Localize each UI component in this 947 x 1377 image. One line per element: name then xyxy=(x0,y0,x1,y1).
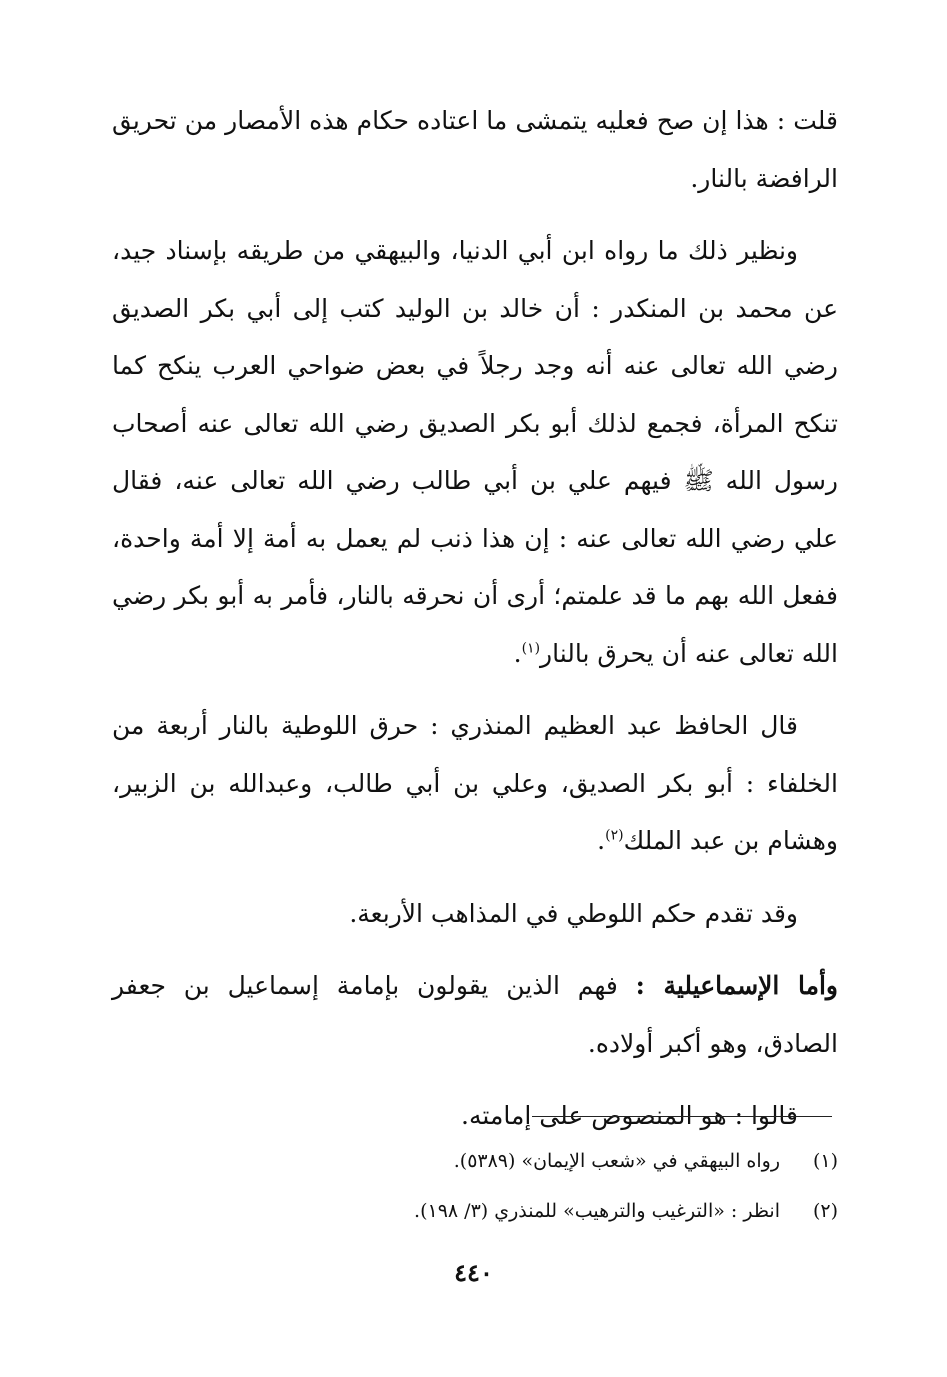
paragraph-1-text: قلت : هذا إن صح فعليه يتمشى ما اعتاده حكام هذه الأمصار من تحريق الرافضة بالنار. xyxy=(112,106,838,193)
footnote-ref-2[interactable]: (٢) xyxy=(605,827,624,844)
page-number: ٤٤٠ xyxy=(454,1258,493,1287)
main-text xyxy=(112,92,838,1160)
paragraph-2 xyxy=(112,222,838,682)
footnote-1 xyxy=(112,1136,838,1186)
paragraph-4 xyxy=(112,885,838,943)
paragraph-5-text: فهم الذين يقولون بإمامة إسماعيل بن جعفر الصادق، وهو أكبر أولاده. xyxy=(112,971,838,1058)
paragraph-5-heading: وأما الإسماعيلية : xyxy=(635,971,838,1000)
footnotes xyxy=(112,1136,838,1236)
paragraph-3-end: . xyxy=(597,826,606,855)
paragraph-3 xyxy=(112,697,838,870)
paragraph-2-text: ونظير ذلك ما رواه ابن أبي الدنيا، والبيهقي من طريقه بإسناد جيد، عن محمد بن المنكدر : أن خالد بن الوليد كتب إلى أبي بكر الصديق رضي الله تعالى عنه أنه وجد رجلاً في بعض ضواحي العرب ينكح كما تنكح المرأة، فجمع لذلك أبو بكر الصديق رضي الله تعالى عنه أصحاب رسول الله ﷺ فيهم علي بن أبي طالب رضي الله تعالى عنه، فقال علي رضي الله تعالى عنه : إن هذا ذنب لم يعمل به أمة إلا أمة واحدة، ففعل الله بهم ما قد علمتم؛ أرى أن نحرقه بالنار، فأمر به أبو بكر رضي الله تعالى عنه أن يحرق بالنار xyxy=(112,236,838,668)
footnote-1-text: رواه البيهقي في «شعب الإيمان» (٥٣٨٩). xyxy=(453,1150,780,1172)
footnote-2-number: (٢) xyxy=(812,1200,838,1222)
paragraph-4-text: وقد تقدم حكم اللوطي في المذاهب الأربعة. xyxy=(349,898,798,928)
paragraph-5 xyxy=(112,957,838,1072)
paragraph-1 xyxy=(112,92,838,207)
paragraph-6-text: قالوا : هو المنصوص على إمامته. xyxy=(461,1101,798,1130)
footnote-separator xyxy=(532,1116,832,1117)
paragraph-3-text: قال الحافظ عبد العظيم المنذري : حرق اللوطية بالنار أربعة من الخلفاء : أبو بكر الصديق، وعلي بن أبي طالب، وعبدالله بن الزبير، وهشام بن عبد الملك xyxy=(112,711,838,855)
footnote-2 xyxy=(112,1186,838,1236)
footnote-ref-1[interactable]: (١) xyxy=(521,640,541,657)
footnote-2-text: انظر : «الترغيب والترهيب» للمنذري (٣/ ١٩٨). xyxy=(414,1200,780,1222)
paragraph-2-end: . xyxy=(513,638,522,668)
footnote-1-number: (١) xyxy=(812,1150,838,1172)
